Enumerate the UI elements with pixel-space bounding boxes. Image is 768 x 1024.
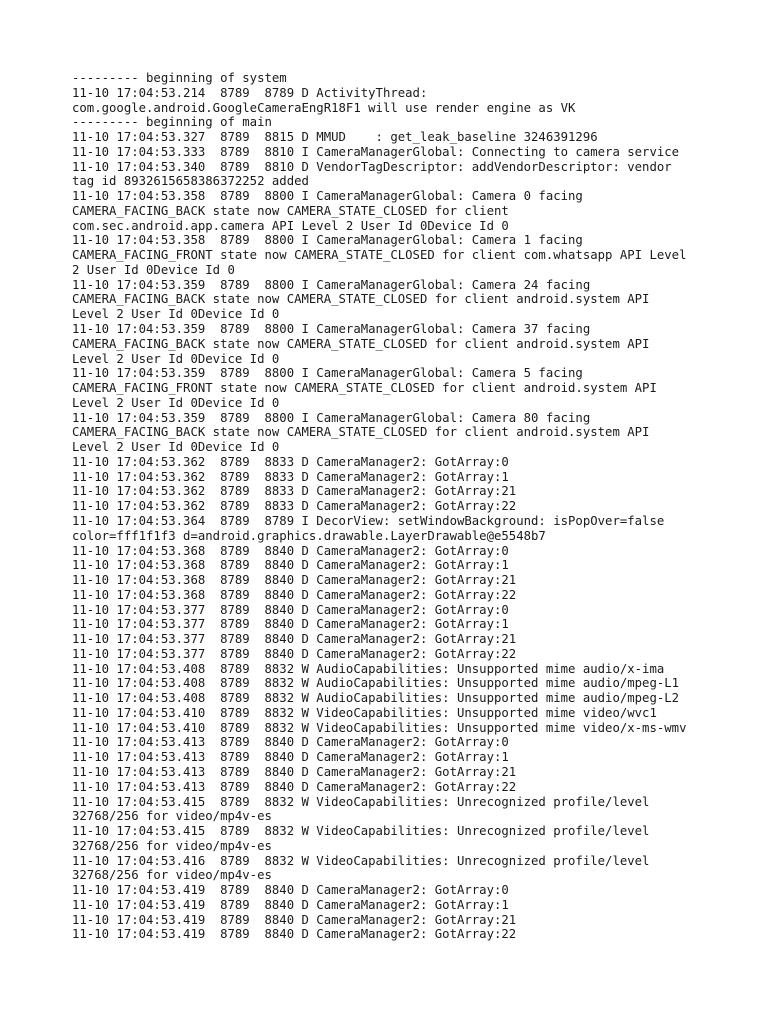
log-line: --------- beginning of main: [72, 115, 272, 130]
log-line: 11-10 17:04:53.419 8789 8840 D CameraManager2: GotArray:22: [72, 927, 517, 942]
log-line: 11-10 17:04:53.377 8789 8840 D CameraManager2: GotArray:21: [72, 632, 517, 647]
log-line: Level 2 User Id 0Device Id 0: [72, 440, 280, 455]
log-line: 11-10 17:04:53.364 8789 8789 I DecorView: setWindowBackground: isPopOver=false: [72, 513, 665, 528]
log-line: 11-10 17:04:53.413 8789 8840 D CameraManager2: GotArray:0: [72, 735, 509, 750]
log-line: 32768/256 for video/mp4v-es: [72, 838, 272, 853]
log-line: CAMERA_FACING_BACK state now CAMERA_STATE_CLOSED for client: [72, 203, 509, 218]
log-document: [72, 71, 722, 942]
log-line: 11-10 17:04:53.359 8789 8800 I CameraManagerGlobal: Camera 5 facing: [72, 366, 583, 381]
log-line: 11-10 17:04:53.377 8789 8840 D CameraManager2: GotArray:22: [72, 646, 517, 661]
log-line: 11-10 17:04:53.362 8789 8833 D CameraManager2: GotArray:0: [72, 454, 509, 469]
log-line: 11-10 17:04:53.413 8789 8840 D CameraManager2: GotArray:1: [72, 750, 509, 765]
log-line: 11-10 17:04:53.419 8789 8840 D CameraManager2: GotArray:21: [72, 912, 517, 927]
log-line: 11-10 17:04:53.408 8789 8832 W AudioCapabilities: Unsupported mime audio/mpeg-L2: [72, 691, 680, 706]
log-line: 2 User Id 0Device Id 0: [72, 262, 235, 277]
log-line: 11-10 17:04:53.362 8789 8833 D CameraManager2: GotArray:21: [72, 484, 517, 499]
log-line: 11-10 17:04:53.368 8789 8840 D CameraManager2: GotArray:1: [72, 558, 509, 573]
log-line: 11-10 17:04:53.340 8789 8810 D VendorTagDescriptor: addVendorDescriptor: vendor: [72, 159, 672, 174]
log-line: 11-10 17:04:53.377 8789 8840 D CameraManager2: GotArray:1: [72, 617, 509, 632]
log-line: tag id 8932615658386372252 added: [72, 174, 309, 189]
log-line: 11-10 17:04:53.358 8789 8800 I CameraManagerGlobal: Camera 0 facing: [72, 189, 583, 204]
log-line: com.sec.android.app.camera API Level 2 User Id 0Device Id 0: [72, 218, 509, 233]
log-line: 11-10 17:04:53.410 8789 8832 W VideoCapabilities: Unsupported mime video/x-ms-wmv: [72, 720, 687, 735]
log-line: com.google.android.GoogleCameraEngR18F1 will use render engine as VK: [72, 100, 576, 115]
log-line: Level 2 User Id 0Device Id 0: [72, 307, 280, 322]
log-line: 11-10 17:04:53.413 8789 8840 D CameraManager2: GotArray:21: [72, 764, 517, 779]
log-line: 11-10 17:04:53.408 8789 8832 W AudioCapabilities: Unsupported mime audio/mpeg-L1: [72, 676, 680, 691]
log-line: 32768/256 for video/mp4v-es: [72, 868, 272, 883]
log-line: 11-10 17:04:53.419 8789 8840 D CameraManager2: GotArray:0: [72, 883, 509, 898]
log-line: 11-10 17:04:53.333 8789 8810 I CameraManagerGlobal: Connecting to camera service: [72, 144, 680, 159]
log-line: 11-10 17:04:53.415 8789 8832 W VideoCapabilities: Unrecognized profile/level: [72, 794, 650, 809]
log-line: CAMERA_FACING_FRONT state now CAMERA_STATE_CLOSED for client android.system API: [72, 381, 657, 396]
log-line: 11-10 17:04:53.419 8789 8840 D CameraManager2: GotArray:1: [72, 897, 509, 912]
log-line: 11-10 17:04:53.368 8789 8840 D CameraManager2: GotArray:22: [72, 587, 517, 602]
log-line: CAMERA_FACING_BACK state now CAMERA_STATE_CLOSED for client android.system API: [72, 292, 650, 307]
log-line: CAMERA_FACING_FRONT state now CAMERA_STATE_CLOSED for client com.whatsapp API Level: [72, 248, 687, 263]
log-line: 11-10 17:04:53.359 8789 8800 I CameraManagerGlobal: Camera 80 facing: [72, 410, 591, 425]
log-line: 11-10 17:04:53.377 8789 8840 D CameraManager2: GotArray:0: [72, 602, 509, 617]
log-line: 11-10 17:04:53.413 8789 8840 D CameraManager2: GotArray:22: [72, 779, 517, 794]
log-line: Level 2 User Id 0Device Id 0: [72, 395, 280, 410]
log-line: --------- beginning of system: [72, 71, 287, 85]
log-line: 11-10 17:04:53.410 8789 8832 W VideoCapabilities: Unsupported mime video/wvc1: [72, 705, 657, 720]
log-line: 11-10 17:04:53.368 8789 8840 D CameraManager2: GotArray:0: [72, 543, 509, 558]
log-line: 11-10 17:04:53.368 8789 8840 D CameraManager2: GotArray:21: [72, 573, 517, 588]
log-line: 11-10 17:04:53.416 8789 8832 W VideoCapabilities: Unrecognized profile/level: [72, 853, 650, 868]
log-line: 11-10 17:04:53.214 8789 8789 D ActivityThread:: [72, 85, 428, 100]
log-line: 11-10 17:04:53.358 8789 8800 I CameraManagerGlobal: Camera 1 facing: [72, 233, 583, 248]
log-line: color=fff1f1f3 d=android.graphics.drawable.LayerDrawable@e5548b7: [72, 528, 546, 543]
log-line: 11-10 17:04:53.415 8789 8832 W VideoCapabilities: Unrecognized profile/level: [72, 824, 650, 839]
log-line: 11-10 17:04:53.327 8789 8815 D MMUD : get_leak_baseline 3246391296: [72, 130, 598, 145]
log-line: CAMERA_FACING_BACK state now CAMERA_STATE_CLOSED for client android.system API: [72, 336, 650, 351]
log-line: 11-10 17:04:53.362 8789 8833 D CameraManager2: GotArray:22: [72, 499, 517, 514]
log-line: 11-10 17:04:53.359 8789 8800 I CameraManagerGlobal: Camera 37 facing: [72, 322, 591, 337]
log-line: 11-10 17:04:53.408 8789 8832 W AudioCapabilities: Unsupported mime audio/x-ima: [72, 661, 665, 676]
log-line: 11-10 17:04:53.359 8789 8800 I CameraManagerGlobal: Camera 24 facing: [72, 277, 591, 292]
log-line: Level 2 User Id 0Device Id 0: [72, 351, 280, 366]
log-line: 11-10 17:04:53.362 8789 8833 D CameraManager2: GotArray:1: [72, 469, 509, 484]
log-line: CAMERA_FACING_BACK state now CAMERA_STATE_CLOSED for client android.system API: [72, 425, 650, 440]
log-line: 32768/256 for video/mp4v-es: [72, 809, 272, 824]
